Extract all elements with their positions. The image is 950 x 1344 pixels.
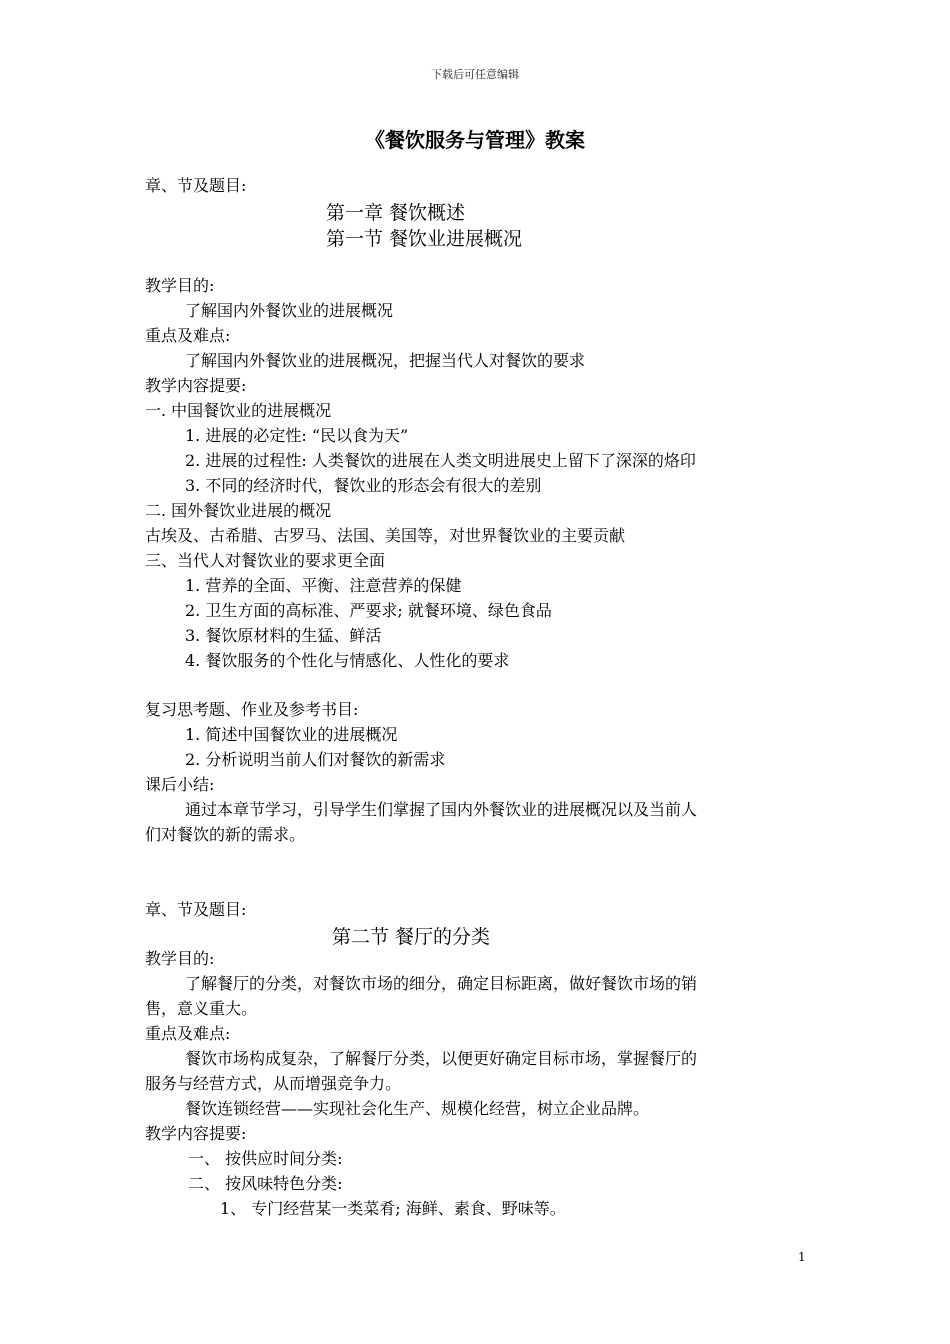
objective-2-line-1: 了解餐厅的分类，对餐饮市场的细分，确定目标距离，做好餐饮市场的销: [185, 974, 698, 993]
content-item-1: 一、 按供应时间分类:: [188, 1149, 343, 1168]
summary-line-1: 通过本章节学习，引导学生们掌握了国内外餐饮业的进展概况以及当前人: [185, 800, 698, 819]
part2-title: 二. 国外餐饮业进展的概况: [145, 501, 332, 520]
section-title-1: 第一节 餐饮业进展概况: [326, 228, 523, 250]
keypoints-1: 了解国内外餐饮业的进展概况，把握当代人对餐饮的要求: [185, 351, 586, 370]
part1-title: 一. 中国餐饮业的进展概况: [145, 401, 332, 420]
label-summary: 课后小结:: [145, 775, 215, 794]
content-item-2: 二、 按风味特色分类:: [188, 1174, 343, 1193]
document-title: 《餐饮服务与管理》教案: [365, 128, 585, 152]
objective-1: 了解国内外餐饮业的进展概况: [185, 301, 394, 320]
part1-item-2: 2. 进展的过程性: 人类餐饮的进展在人类文明进展史上留下了深深的烙印: [185, 451, 696, 470]
section-title-2: 第二节 餐厅的分类: [332, 926, 491, 948]
part3-item-4: 4. 餐饮服务的个性化与情感化、人性化的要求: [185, 651, 510, 670]
label-objective-1: 教学目的:: [145, 276, 215, 295]
header-note: 下载后可任意编辑: [431, 68, 519, 81]
part1-item-1: 1. 进展的必定性: “民以食为天”: [185, 426, 409, 445]
summary-line-2: 们对餐饮的新的需求。: [145, 825, 306, 844]
label-keypoints-1: 重点及难点:: [145, 326, 231, 345]
label-chapter-2: 章、节及题目:: [145, 900, 247, 919]
part3-item-1: 1. 营养的全面、平衡、注意营养的保健: [185, 576, 462, 595]
part3-item-2: 2. 卫生方面的高标准、严要求; 就餐环境、绿色食品: [185, 601, 552, 620]
label-objective-2: 教学目的:: [145, 949, 215, 968]
keypoints-2-line-1: 餐饮市场构成复杂，了解餐厅分类，以便更好确定目标市场，掌握餐厅的: [185, 1049, 698, 1068]
label-content-1: 教学内容提要:: [145, 376, 247, 395]
content-subitem-1: 1、 专门经营某一类菜肴; 海鲜、素食、野味等。: [220, 1199, 566, 1218]
review-item-2: 2. 分析说明当前人们对餐饮的新需求: [185, 750, 446, 769]
objective-2-line-2: 售，意义重大。: [145, 999, 258, 1018]
part2-text: 古埃及、古希腊、古罗马、法国、美国等，对世界餐饮业的主要贡献: [145, 526, 626, 545]
part3-item-3: 3. 餐饮原材料的生猛、鲜活: [185, 626, 382, 645]
label-review: 复习思考题、作业及参考书目:: [145, 700, 359, 719]
part3-title: 三、当代人对餐饮业的要求更全面: [145, 551, 386, 570]
label-content-2: 教学内容提要:: [145, 1124, 247, 1143]
part1-item-3: 3. 不同的经济时代，餐饮业的形态会有很大的差别: [185, 476, 542, 495]
label-chapter-1: 章、节及题目:: [145, 176, 247, 195]
review-item-1: 1. 简述中国餐饮业的进展概况: [185, 725, 398, 744]
label-keypoints-2: 重点及难点:: [145, 1024, 231, 1043]
page-number: 1: [798, 1250, 806, 1264]
keypoints-2-line-2: 服务与经营方式，从而增强竞争力。: [145, 1074, 402, 1093]
chapter-title: 第一章 餐饮概述: [326, 202, 466, 224]
keypoints-2-line-3: 餐饮连锁经营——实现社会化生产、规模化经营，树立企业品牌。: [185, 1099, 650, 1118]
